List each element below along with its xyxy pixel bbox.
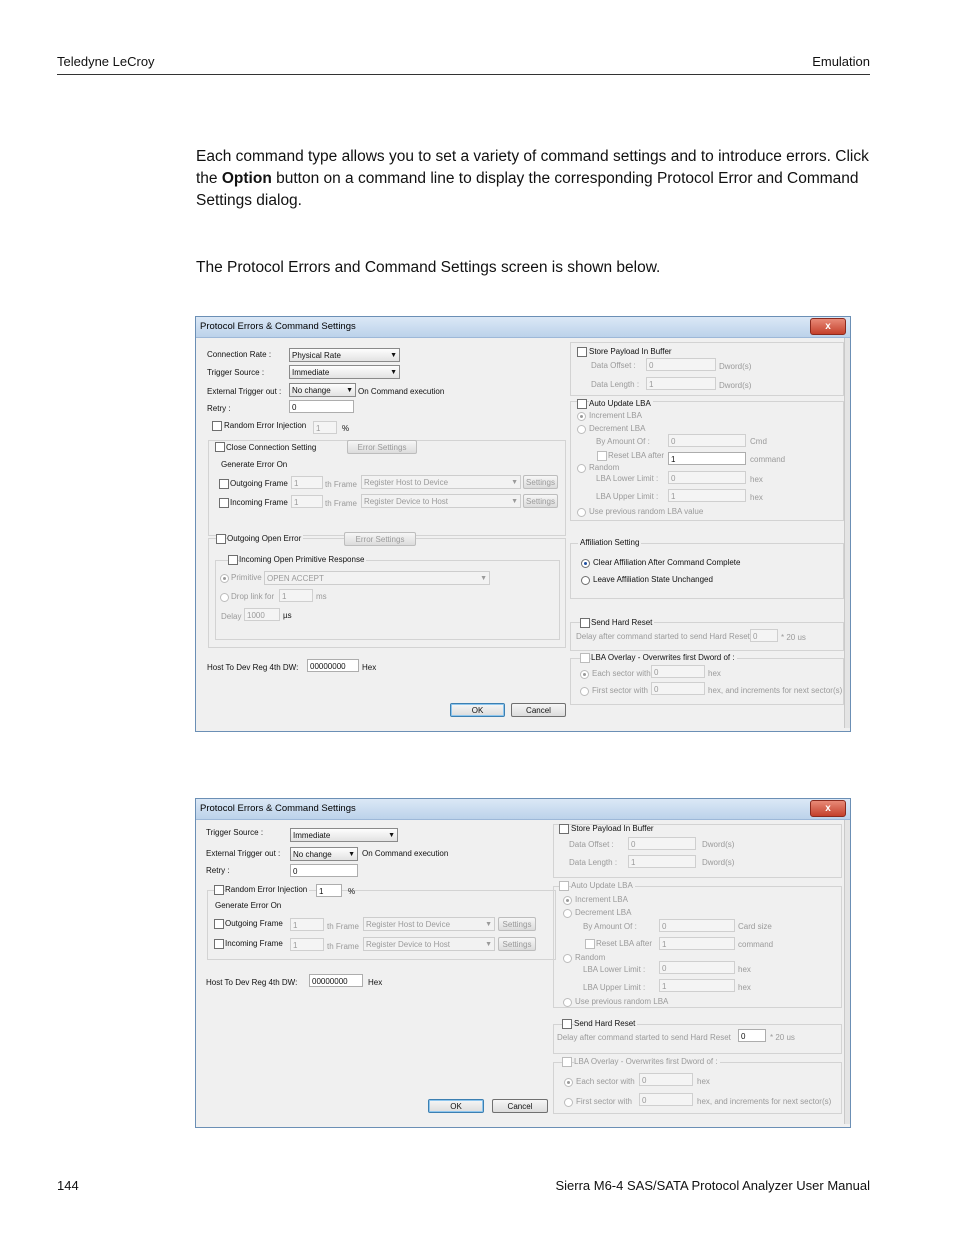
by-amount-input[interactable]: 0 xyxy=(668,434,746,447)
trigger-source-select[interactable]: Immediate ▼ xyxy=(289,365,400,379)
store-payload-label: Store Payload In Buffer xyxy=(589,347,672,356)
decrement-lba-label: Decrement LBA xyxy=(575,908,632,917)
data-offset-label: Data Offset : xyxy=(569,840,614,849)
incoming-frame-checkbox[interactable] xyxy=(214,939,224,949)
incoming-th-frame-label: th Frame xyxy=(325,499,358,508)
reset-lba-input[interactable]: 1 xyxy=(668,452,746,465)
data-length-label: Data Length : xyxy=(591,380,640,389)
reset-lba-unit: command xyxy=(738,940,774,949)
host-reg-input[interactable]: 00000000 xyxy=(307,659,359,672)
first-sector-suffix: hex, and increments for next sector(s) xyxy=(697,1097,832,1106)
lba-upper-label: LBA Upper Limit : xyxy=(596,492,659,501)
data-length-input[interactable]: 1 xyxy=(628,855,696,868)
host-reg-hex-label: Hex xyxy=(368,978,383,987)
manual-title: Sierra M6-4 SAS/SATA Protocol Analyzer User Manual xyxy=(555,1178,870,1193)
percent-label: % xyxy=(348,887,356,896)
use-prev-random-radio[interactable] xyxy=(577,508,586,517)
random-error-checkbox[interactable] xyxy=(212,421,222,431)
delay-unit: µs xyxy=(283,611,292,620)
by-amount-input[interactable]: 0 xyxy=(659,919,735,932)
chevron-down-icon: ▼ xyxy=(485,921,492,928)
error-settings-button[interactable]: Error Settings xyxy=(347,440,417,454)
random-error-label: Random Error Injection xyxy=(224,421,307,430)
host-reg-label: Host To Dev Reg 4th DW: xyxy=(206,978,298,987)
primitive-radio[interactable] xyxy=(220,574,229,583)
lba-lower-label: LBA Lower Limit : xyxy=(596,474,659,483)
page-number: 144 xyxy=(57,1178,79,1193)
send-hard-reset-checkbox[interactable] xyxy=(562,1019,572,1029)
decrement-lba-label: Decrement LBA xyxy=(589,424,646,433)
increment-lba-radio[interactable] xyxy=(563,896,572,905)
data-length-input[interactable]: 1 xyxy=(646,377,716,390)
drop-link-input[interactable]: 1 xyxy=(279,589,313,602)
each-sector-unit: hex xyxy=(708,669,721,678)
data-length-unit: Dword(s) xyxy=(719,381,752,390)
external-trigger-select[interactable]: No change ▼ xyxy=(290,847,358,861)
hard-reset-delay-input[interactable]: 0 xyxy=(738,1029,766,1042)
drop-link-radio[interactable] xyxy=(220,593,229,602)
scrollbar[interactable] xyxy=(844,338,850,728)
store-payload-checkbox[interactable] xyxy=(559,824,569,834)
by-amount-label: By Amount Of : xyxy=(596,437,650,446)
reset-lba-label: Reset LBA after xyxy=(596,939,653,948)
send-hard-reset-checkbox[interactable] xyxy=(580,618,590,628)
lba-upper-unit: hex xyxy=(750,493,763,502)
leave-affiliation-label: Leave Affiliation State Unchanged xyxy=(593,575,713,584)
host-reg-hex-label: Hex xyxy=(362,663,377,672)
outgoing-settings-button[interactable]: Settings xyxy=(498,917,536,931)
generate-error-on-label: Generate Error On xyxy=(221,460,288,469)
lba-overlay-label: LBA Overlay - Overwrites first Dword of : xyxy=(591,653,735,662)
first-sector-radio[interactable] xyxy=(564,1098,573,1107)
first-sector-label: First sector with xyxy=(592,686,649,695)
auto-update-lba-checkbox[interactable] xyxy=(577,399,587,409)
chevron-down-icon: ▼ xyxy=(390,369,397,376)
incoming-open-primitive-checkbox[interactable] xyxy=(228,555,238,565)
chevron-down-icon: ▼ xyxy=(346,387,353,394)
auto-update-lba-label: Auto Update LBA xyxy=(571,881,633,890)
each-sector-label: Each sector with xyxy=(592,669,651,678)
each-sector-radio[interactable] xyxy=(564,1078,573,1087)
intro-option-bold: Option xyxy=(221,170,272,187)
clear-affiliation-label: Clear Affiliation After Command Complete xyxy=(593,558,741,567)
random-lba-label: Random xyxy=(589,463,620,472)
each-sector-input[interactable]: 0 xyxy=(651,665,705,678)
lba-overlay-group xyxy=(570,658,844,705)
ok-button[interactable]: OK xyxy=(428,1099,484,1113)
lba-lower-input[interactable]: 0 xyxy=(668,471,746,484)
open-error-settings-button[interactable]: Error Settings xyxy=(344,532,416,546)
drop-link-unit: ms xyxy=(316,592,327,601)
random-error-input[interactable]: 1 xyxy=(316,884,342,897)
each-sector-unit: hex xyxy=(697,1077,710,1086)
hard-reset-delay-label: Delay after command started to send Hard Reset xyxy=(557,1033,731,1042)
close-connection-label: Close Connection Setting xyxy=(226,443,317,452)
outgoing-frame-select[interactable]: Register Host to Device ▼ xyxy=(361,475,521,489)
dialog-protocol-errors-sas xyxy=(195,316,851,732)
connection-rate-select[interactable]: Physical Rate ▼ xyxy=(289,348,400,362)
hard-reset-delay-label: Delay after command started to send Hard Reset xyxy=(576,632,750,641)
outgoing-frame-label: Outgoing Frame xyxy=(230,479,288,488)
incoming-frame-input[interactable]: 1 xyxy=(291,495,323,508)
auto-update-lba-checkbox[interactable] xyxy=(559,881,569,891)
dialog2-titlebar xyxy=(196,799,850,820)
outgoing-settings-button[interactable]: Settings xyxy=(523,475,558,489)
dialog2-title: Protocol Errors & Command Settings xyxy=(200,803,356,814)
close-connection-checkbox[interactable] xyxy=(215,442,225,452)
store-payload-label: Store Payload In Buffer xyxy=(571,824,654,833)
outgoing-frame-checkbox[interactable] xyxy=(214,919,224,929)
each-sector-input[interactable]: 0 xyxy=(639,1073,693,1086)
data-offset-input[interactable]: 0 xyxy=(646,358,716,371)
intro-paragraph xyxy=(196,146,876,212)
data-offset-unit: Dword(s) xyxy=(702,840,735,849)
data-offset-label: Data Offset : xyxy=(591,361,636,370)
cancel-button[interactable]: Cancel xyxy=(511,703,566,717)
incoming-th-frame-label: th Frame xyxy=(327,942,360,951)
first-sector-label: First sector with xyxy=(576,1097,633,1106)
external-trigger-label: External Trigger out : xyxy=(206,849,281,858)
reset-lba-checkbox[interactable] xyxy=(597,451,607,461)
random-error-checkbox[interactable] xyxy=(214,885,224,895)
first-sector-input[interactable]: 0 xyxy=(639,1093,693,1106)
intro-text-2: button on a command line to display the corresponding Protocol Error and Command Settings dialog. xyxy=(196,170,859,209)
first-sector-input[interactable]: 0 xyxy=(651,682,705,695)
incoming-frame-checkbox[interactable] xyxy=(219,498,229,508)
outgoing-frame-checkbox[interactable] xyxy=(219,479,229,489)
use-prev-random-label: Use previous random LBA xyxy=(575,997,669,1006)
retry-label: Retry : xyxy=(206,866,230,875)
lba-overlay-group xyxy=(553,1062,842,1114)
incoming-frame-label: Incoming Frame xyxy=(230,498,288,507)
outgoing-open-error-label: Outgoing Open Error xyxy=(227,534,302,543)
chevron-down-icon: ▼ xyxy=(480,575,487,582)
each-sector-label: Each sector with xyxy=(576,1077,635,1086)
chevron-down-icon: ▼ xyxy=(390,352,397,359)
random-lba-radio[interactable] xyxy=(577,464,586,473)
delay-input[interactable]: 1000 xyxy=(244,608,280,621)
delay-label: Delay xyxy=(221,612,242,621)
lba-overlay-label: LBA Overlay - Overwrites first Dword of : xyxy=(574,1057,718,1066)
host-reg-label: Host To Dev Reg 4th DW: xyxy=(207,663,299,672)
by-amount-label: By Amount Of : xyxy=(583,922,637,931)
incoming-frame-select[interactable]: Register Device to Host ▼ xyxy=(361,494,521,508)
each-sector-radio[interactable] xyxy=(580,670,589,679)
send-hard-reset-label: Send Hard Reset xyxy=(574,1019,636,1028)
increment-lba-label: Increment LBA xyxy=(575,895,628,904)
reset-lba-label: Reset LBA after xyxy=(608,451,665,460)
external-trigger-select[interactable]: No change ▼ xyxy=(289,383,356,397)
random-lba-radio[interactable] xyxy=(563,954,572,963)
external-trigger-suffix: On Command execution xyxy=(358,387,445,396)
scrollbar[interactable] xyxy=(844,820,850,1124)
retry-input[interactable]: 0 xyxy=(289,400,354,413)
lba-upper-unit: hex xyxy=(738,983,751,992)
trigger-source-label: Trigger Source : xyxy=(206,828,264,837)
chevron-down-icon: ▼ xyxy=(511,479,518,486)
incoming-settings-button[interactable]: Settings xyxy=(498,937,536,951)
decrement-lba-radio[interactable] xyxy=(577,425,586,434)
retry-label: Retry : xyxy=(207,404,231,413)
lba-upper-input[interactable]: 1 xyxy=(668,489,746,502)
lba-lower-unit: hex xyxy=(738,965,751,974)
chevron-down-icon: ▼ xyxy=(511,498,518,505)
use-prev-random-label: Use previous random LBA value xyxy=(589,507,704,516)
lba-lower-input[interactable]: 0 xyxy=(659,961,735,974)
outgoing-open-error-checkbox[interactable] xyxy=(216,534,226,544)
incoming-open-primitive-label: Incoming Open Primitive Response xyxy=(239,555,365,564)
chevron-down-icon: ▼ xyxy=(485,941,492,948)
dialog2-body xyxy=(199,820,844,1124)
generate-error-on-label: Generate Error On xyxy=(215,901,282,910)
percent-label: % xyxy=(342,424,350,433)
by-amount-unit: Cmd xyxy=(750,437,767,446)
store-payload-checkbox[interactable] xyxy=(577,347,587,357)
outgoing-frame-select[interactable]: Register Host to Device ▼ xyxy=(363,917,495,931)
lba-upper-input[interactable]: 1 xyxy=(659,979,735,992)
lba-overlay-checkbox[interactable] xyxy=(562,1057,572,1067)
header-left: Teledyne LeCroy xyxy=(57,54,155,69)
host-reg-input[interactable]: 00000000 xyxy=(309,974,363,987)
intro-text-1: Each command type allows you to set a variety of command settings and to introduce errors. Click the xyxy=(196,148,869,187)
data-offset-unit: Dword(s) xyxy=(719,362,752,371)
close-button[interactable]: x xyxy=(810,318,846,335)
hard-reset-delay-unit: * 20 us xyxy=(770,1033,795,1042)
dialog1-title: Protocol Errors & Command Settings xyxy=(200,321,356,332)
external-trigger-label: External Trigger out : xyxy=(207,387,282,396)
trigger-source-label: Trigger Source : xyxy=(207,368,265,377)
dialog1-body xyxy=(199,338,844,728)
random-lba-label: Random xyxy=(575,953,606,962)
chevron-down-icon: ▼ xyxy=(348,851,355,858)
lba-upper-label: LBA Upper Limit : xyxy=(583,983,646,992)
trigger-source-select[interactable]: Immediate ▼ xyxy=(290,828,398,842)
primitive-label: Primitive xyxy=(231,573,262,582)
affiliation-group xyxy=(570,543,844,599)
first-sector-suffix: hex, and increments for next sector(s) xyxy=(708,686,843,695)
leave-affiliation-radio[interactable] xyxy=(581,576,590,585)
header-right: Emulation xyxy=(812,54,870,69)
random-error-label: Random Error Injection xyxy=(225,885,308,894)
outgoing-th-frame-label: th Frame xyxy=(327,922,360,931)
incoming-frame-select[interactable]: Register Device to Host ▼ xyxy=(363,937,495,951)
drop-link-label: Drop link for xyxy=(231,592,275,601)
by-amount-unit: Card size xyxy=(738,922,772,931)
lba-lower-unit: hex xyxy=(750,475,763,484)
incoming-frame-label: Incoming Frame xyxy=(225,939,283,948)
hard-reset-delay-unit: * 20 us xyxy=(781,633,806,642)
increment-lba-radio[interactable] xyxy=(577,412,586,421)
use-prev-random-radio[interactable] xyxy=(563,998,572,1007)
decrement-lba-radio[interactable] xyxy=(563,909,572,918)
data-length-label: Data Length : xyxy=(569,858,618,867)
affiliation-label: Affiliation Setting xyxy=(580,538,640,547)
random-error-input[interactable]: 1 xyxy=(313,421,337,434)
hard-reset-delay-input[interactable]: 0 xyxy=(750,629,778,642)
external-trigger-suffix: On Command execution xyxy=(362,849,449,858)
first-sector-radio[interactable] xyxy=(580,687,589,696)
retry-input[interactable]: 0 xyxy=(290,864,358,877)
cancel-button[interactable]: Cancel xyxy=(492,1099,548,1113)
reset-lba-checkbox[interactable] xyxy=(585,939,595,949)
reset-lba-input[interactable]: 1 xyxy=(659,937,735,950)
ok-button[interactable]: OK xyxy=(450,703,505,717)
auto-update-lba-label: Auto Update LBA xyxy=(589,399,651,408)
data-offset-input[interactable]: 0 xyxy=(628,837,696,850)
lba-overlay-checkbox[interactable] xyxy=(580,653,590,663)
incoming-frame-input[interactable]: 1 xyxy=(290,938,324,951)
increment-lba-label: Increment LBA xyxy=(589,411,642,420)
send-hard-reset-label: Send Hard Reset xyxy=(591,618,653,627)
lba-lower-label: LBA Lower Limit : xyxy=(583,965,646,974)
incoming-settings-button[interactable]: Settings xyxy=(523,494,558,508)
outgoing-frame-input[interactable]: 1 xyxy=(291,476,323,489)
clear-affiliation-radio[interactable] xyxy=(581,559,590,568)
dialog1-titlebar xyxy=(196,317,850,338)
outgoing-frame-input[interactable]: 1 xyxy=(290,918,324,931)
screen-caption: The Protocol Errors and Command Settings screen is shown below. xyxy=(196,259,661,276)
header-rule xyxy=(57,74,870,75)
chevron-down-icon: ▼ xyxy=(388,832,395,839)
dialog-protocol-errors-sata xyxy=(195,798,851,1128)
data-length-unit: Dword(s) xyxy=(702,858,735,867)
close-button[interactable]: x xyxy=(810,800,846,817)
primitive-select[interactable]: OPEN ACCEPT ▼ xyxy=(264,571,490,585)
connection-rate-label: Connection Rate : xyxy=(207,350,272,359)
reset-lba-unit: command xyxy=(750,455,786,464)
outgoing-th-frame-label: th Frame xyxy=(325,480,358,489)
outgoing-frame-label: Outgoing Frame xyxy=(225,919,283,928)
